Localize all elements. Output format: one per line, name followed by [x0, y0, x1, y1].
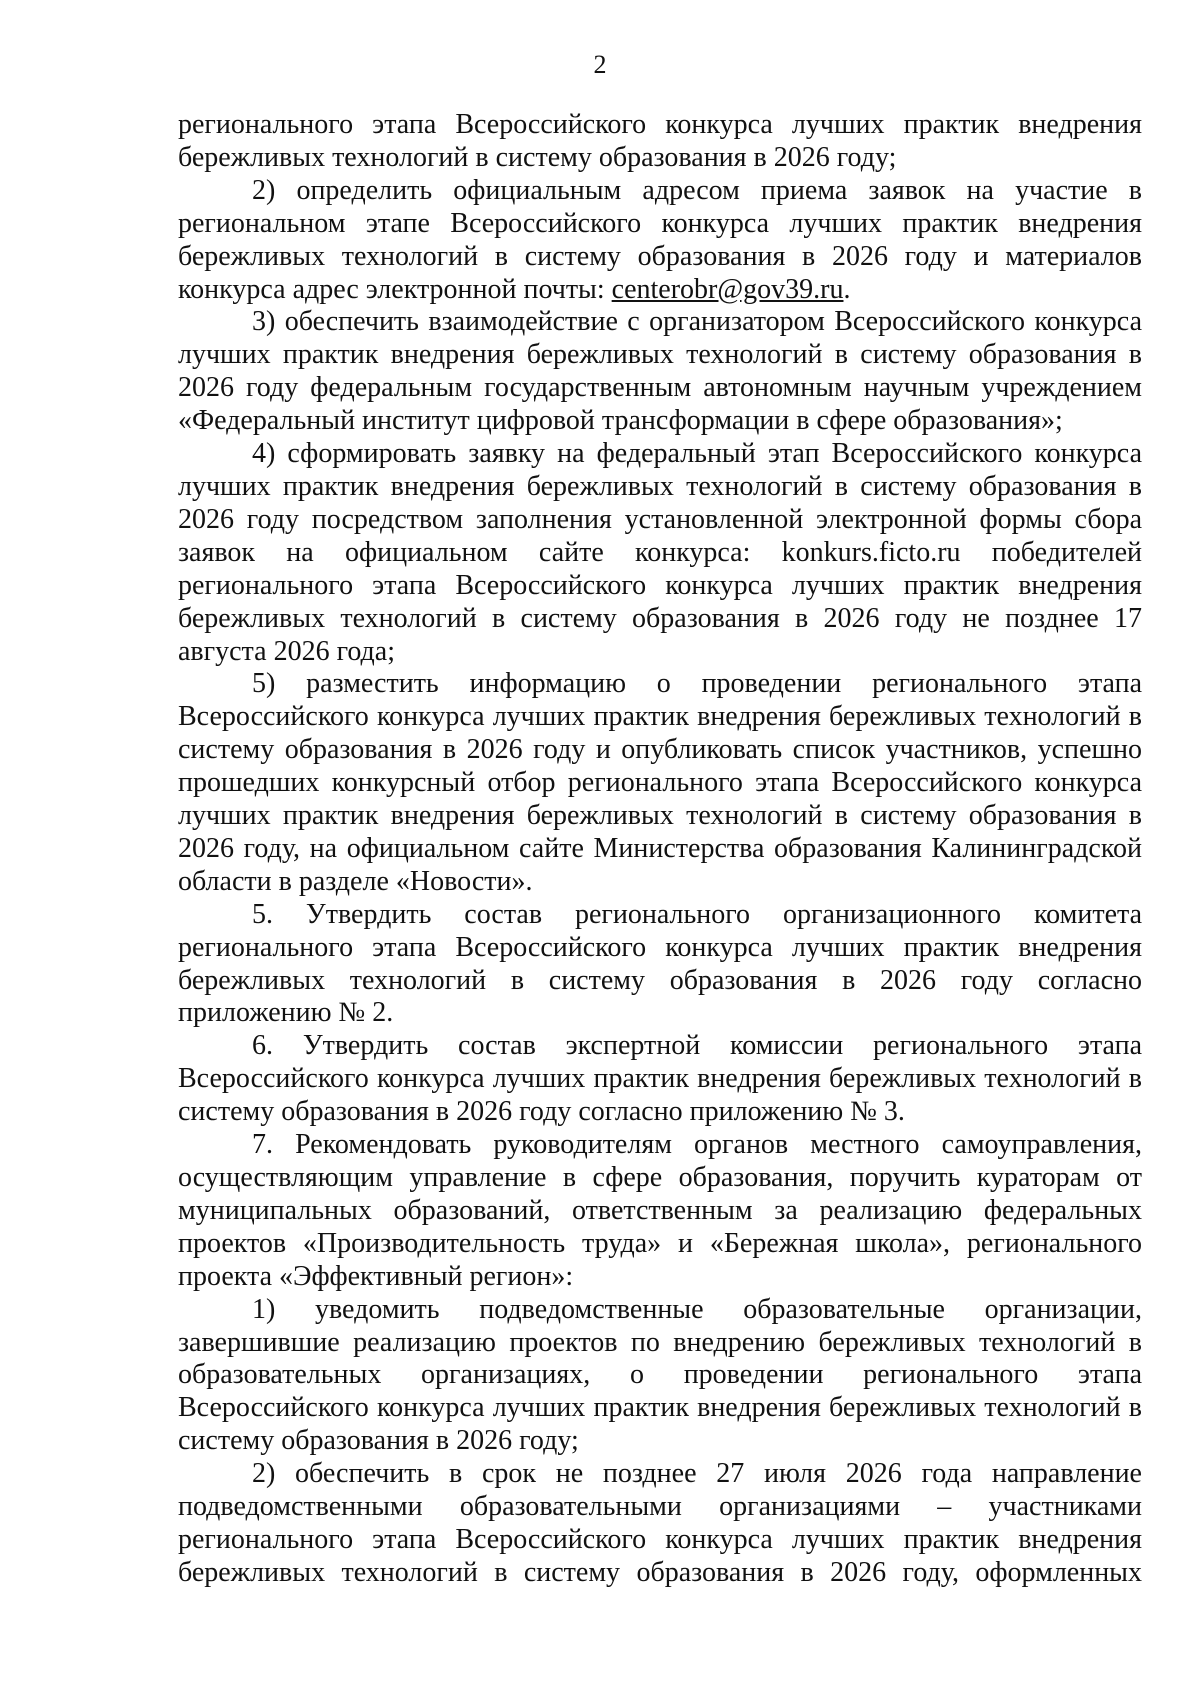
paragraph-point-7: 7. Рекомендовать руководителям органов местного самоуправления, осуществляющим управление в сфере образования, поручить кураторам от муниципальных образований, ответственным за реализацию федеральных проектов «Производительность труда» и «Бережная школа», регионального проекта «Эффективный регион»:: [178, 1129, 1142, 1292]
paragraph-point-6: 6. Утвердить состав экспертной комиссии регионального этапа Всероссийского конкурса лучших практик внедрения бережливых технологий в систему образования в 2026 году согласно приложению № 3.: [178, 1030, 1142, 1128]
email-link[interactable]: centerobr@gov39.ru: [611, 273, 844, 305]
paragraph-subitem-1: 1) уведомить подведомственные образовательные организации, завершившие реализацию проектов по внедрению бережливых технологий в образовательных организациях, о проведении регионального этапа Всероссийского конкурса лучших практик внедрения бережливых технологий в систему образования в 2026 году;: [178, 1293, 1142, 1457]
document-body: [178, 109, 1142, 1590]
paragraph-item-5-publish: 5) разместить информацию о проведении регионального этапа Всероссийского конкурса лучших практик внедрения бережливых технологий в систему образования в 2026 году и опубликовать список участников, успешно прошедших конкурсный отбор регионального этапа Всероссийского конкурса лучших практик внедрения бережливых технологий в систему образования в 2026 году, на официальном сайте Министерства образования Калининградской области в разделе «Новости».: [178, 668, 1142, 897]
paragraph-end: .: [843, 273, 851, 305]
page-number: 2: [593, 50, 607, 79]
paragraph-item-2-email: [178, 175, 1142, 307]
paragraph-item-3: 3) обеспечить взаимодействие с организатором Всероссийского конкурса лучших практик внедрения бережливых технологий в систему образования в 2026 году федеральным государственным автономным научным учреждением «Федеральный институт цифровой трансформации в сфере образования»;: [178, 306, 1142, 437]
paragraph-item-4: 4) сформировать заявку на федеральный этап Всероссийского конкурса лучших практик внедрения бережливых технологий в систему образования в 2026 году посредством заполнения установленной электронной формы сбора заявок на официальном сайте конкурса: konkurs.ficto.ru победителей регионального этапа Всероссийского конкурса лучших практик внедрения бережливых технологий в систему образования в 2026 году не позднее 17 августа 2026 года;: [178, 438, 1142, 667]
paragraph-point-5: 5. Утвердить состав регионального организационного комитета регионального этапа Всероссийского конкурса лучших практик внедрения бережливых технологий в систему образования в 2026 году согласно приложению № 2.: [178, 898, 1142, 1029]
paragraph-text: 2) определить официальным адресом приема заявок на участие в региональном этапе Всероссийского конкурса лучших практик внедрения бережливых технологий в систему образования в 2026 году и материалов конкурса адрес электронной почты:: [178, 174, 1142, 305]
paragraph-continuation: регионального этапа Всероссийского конкурса лучших практик внедрения бережливых технологий в систему образования в 2026 году;: [178, 109, 1142, 173]
paragraph-subitem-2: 2) обеспечить в срок не позднее 27 июля 2026 года направление подведомственными образовательными организациями – участниками регионального этапа Всероссийского конкурса лучших практик внедрения бережливых технологий в систему образования в 2026 году, оформленных: [178, 1458, 1142, 1588]
